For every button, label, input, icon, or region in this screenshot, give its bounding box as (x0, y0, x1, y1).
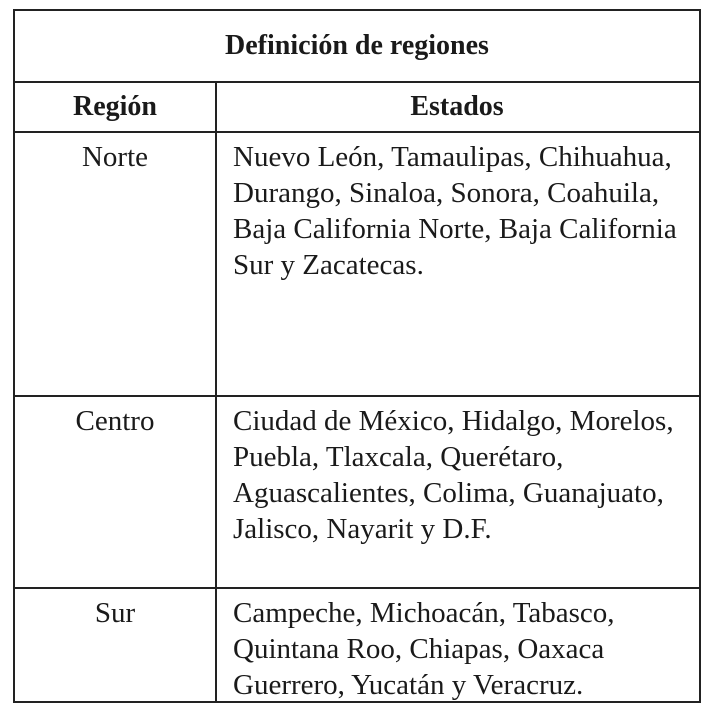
table-row-centro (15, 397, 699, 589)
region-cell: Centro (75, 405, 155, 437)
states-cell: Nuevo León, Tamaulipas, Chihuahua, Durango, Sinaloa, Sonora, Coahuila, Baja California Norte, Baja California Sur y Zacatecas. (233, 141, 677, 281)
table-row-norte (15, 133, 699, 397)
table-row-sur (15, 589, 699, 701)
regions-table (13, 9, 701, 703)
table-title: Definición de regiones (15, 11, 699, 83)
states-cell: Ciudad de México, Hidalgo, Morelos, Puebla, Tlaxcala, Querétaro, Aguascalientes, Colima, Guanajuato, Jalisco, Nayarit y D.F. (233, 405, 674, 545)
header-region: Región (73, 91, 157, 122)
region-cell: Norte (81, 141, 149, 173)
region-cell: Sur (94, 597, 136, 629)
table-header-row (15, 83, 699, 133)
header-states: Estados (410, 91, 504, 122)
states-cell: Campeche, Michoacán, Tabasco, Quintana Roo, Chiapas, Oaxaca Guerrero, Yucatán y Veracruz. (233, 597, 615, 701)
